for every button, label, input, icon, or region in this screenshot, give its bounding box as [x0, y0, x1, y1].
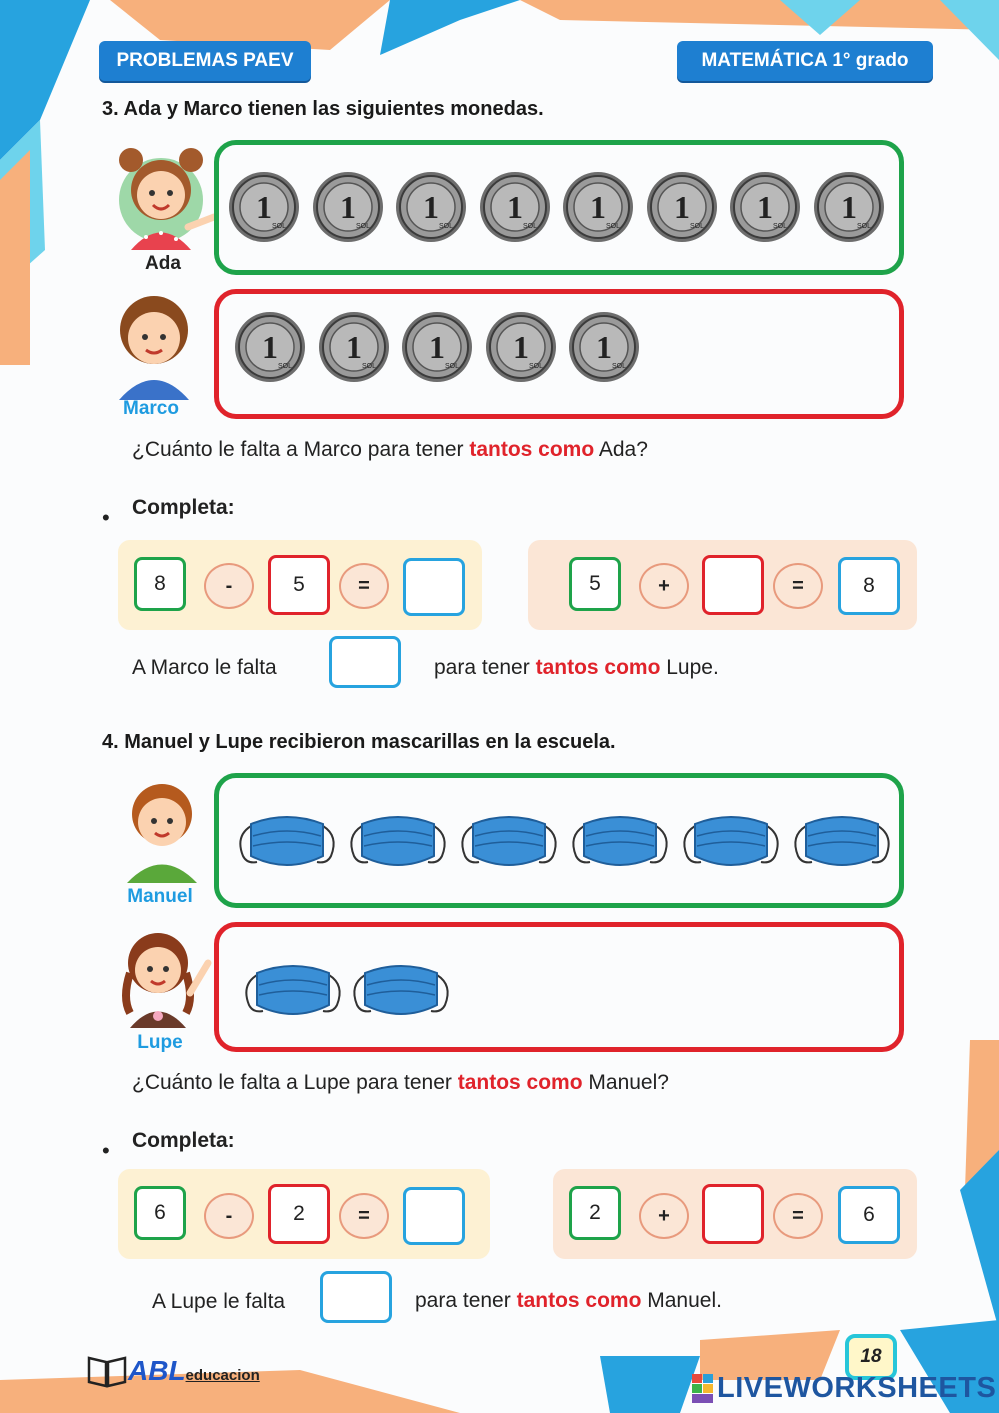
ada-name: Ada	[145, 253, 181, 274]
problem3-title: 3. Ada y Marco tienen las siguientes monedas.	[102, 98, 544, 120]
problem4-question-emphasis: tantos como	[457, 1071, 583, 1094]
problem4-answer-pre: A Lupe le falta	[152, 1290, 286, 1313]
problem3-complete-label: Completa:	[132, 496, 235, 519]
problem4-eq2-result: 6	[838, 1186, 900, 1244]
sol-coin-icon	[400, 310, 474, 384]
problem4-answer-input[interactable]	[320, 1271, 392, 1323]
svg-text:SOL: SOL	[361, 363, 376, 370]
plus-sign: +	[639, 563, 689, 609]
equals-sign: =	[339, 1193, 389, 1239]
face-mask-icon	[347, 955, 455, 1025]
svg-text:1: 1	[596, 329, 612, 365]
marco-avatar	[104, 290, 204, 400]
svg-text:1: 1	[339, 189, 356, 225]
problem3-question-emphasis: tantos como	[469, 438, 595, 461]
svg-text:1: 1	[757, 189, 773, 225]
svg-text:1: 1	[506, 189, 523, 225]
svg-text:SOL: SOL	[772, 223, 788, 230]
lupe-avatar	[108, 923, 213, 1028]
svg-text:1: 1	[262, 329, 278, 365]
svg-text:SOL: SOL	[438, 223, 454, 230]
face-mask-icon	[788, 806, 896, 876]
problem4-eq2-missing-input[interactable]	[702, 1184, 764, 1244]
problem4-eq1-subtrahend: 2	[268, 1184, 330, 1244]
problem4-answer-post: Manuel.	[641, 1289, 722, 1312]
svg-text:1: 1	[512, 329, 529, 365]
problem3-answer-emphasis: tantos como	[535, 656, 661, 679]
liveworksheets-icon	[692, 1374, 714, 1404]
svg-text:SOL: SOL	[528, 363, 543, 370]
problem3-answer-post: Lupe.	[660, 656, 719, 679]
problem3-question-pre: ¿Cuánto le falta a Marco para tener	[132, 438, 470, 461]
sol-coin-icon	[227, 170, 301, 244]
manuel-name: Manuel	[127, 886, 193, 907]
sol-coin-icon	[478, 170, 552, 244]
problem4-question-pre: ¿Cuánto le falta a Lupe para tener	[132, 1071, 458, 1094]
problem3-eq1-minuend: 8	[134, 557, 186, 611]
minus-sign: -	[204, 1193, 254, 1239]
problem3-eq2-addend: 5	[569, 557, 621, 611]
bullet-dot: •	[102, 505, 110, 530]
problem4-eq1-result-input[interactable]	[403, 1187, 465, 1245]
problem4-eq1-minuend: 6	[134, 1186, 186, 1240]
lupe-name: Lupe	[137, 1032, 183, 1053]
svg-text:SOL: SOL	[605, 223, 621, 230]
book-icon	[86, 1352, 128, 1388]
manuel-masks-frame	[214, 773, 904, 908]
svg-text:1: 1	[423, 189, 439, 225]
face-mask-icon	[677, 806, 785, 876]
problem4-question	[132, 1071, 669, 1095]
sol-coin-icon	[233, 310, 307, 384]
ada-coins-frame	[214, 140, 904, 275]
problem3-eq1-result-input[interactable]	[403, 558, 465, 616]
marco-coins-frame	[214, 289, 904, 419]
sol-coin-icon	[484, 310, 558, 384]
sol-coin-icon	[567, 310, 641, 384]
svg-text:SOL: SOL	[611, 363, 627, 370]
sol-coin-icon	[645, 170, 719, 244]
svg-text:1: 1	[673, 189, 690, 225]
header-left-badge: PROBLEMAS PAEV	[99, 41, 311, 81]
problem3-question-post: Ada?	[594, 438, 648, 461]
abl-logo-abl: ABL	[128, 1355, 186, 1386]
problem3-eq2-result: 8	[838, 557, 900, 615]
problem3-eq1-subtrahend: 5	[268, 555, 330, 615]
problem4-answer-rest	[415, 1289, 722, 1313]
svg-text:SOL: SOL	[444, 363, 460, 370]
ada-avatar	[106, 145, 216, 260]
sol-coin-icon	[728, 170, 802, 244]
svg-text:SOL: SOL	[689, 223, 704, 230]
face-mask-icon	[239, 955, 347, 1025]
svg-text:SOL: SOL	[271, 223, 287, 230]
svg-text:SOL: SOL	[277, 363, 293, 370]
face-mask-icon	[233, 806, 341, 876]
abl-logo	[128, 1355, 260, 1387]
liveworksheets-watermark	[692, 1372, 996, 1405]
equals-sign: =	[339, 563, 389, 609]
marco-name: Marco	[123, 398, 179, 419]
sol-coin-icon	[317, 310, 391, 384]
equals-sign: =	[773, 1193, 823, 1239]
page-number: 18	[860, 1346, 882, 1367]
svg-text:SOL: SOL	[355, 223, 370, 230]
sol-coin-icon	[311, 170, 385, 244]
liveworksheets-text: LIVEWORKSHEETS	[717, 1372, 997, 1404]
problem3-answer-mid: para tener	[434, 656, 536, 679]
problem3-question	[132, 438, 648, 462]
svg-text:SOL: SOL	[856, 223, 871, 230]
face-mask-icon	[344, 806, 452, 876]
bullet-dot: •	[102, 1138, 110, 1163]
problem3-answer-rest	[434, 656, 719, 680]
header-right-badge: MATEMÁTICA 1° grado	[677, 41, 933, 81]
problem4-answer-mid: para tener	[415, 1289, 517, 1312]
lupe-masks-frame	[214, 922, 904, 1052]
sol-coin-icon	[561, 170, 635, 244]
svg-text:1: 1	[256, 189, 272, 225]
plus-sign: +	[639, 1193, 689, 1239]
svg-text:SOL: SOL	[522, 223, 537, 230]
sol-coin-icon	[812, 170, 886, 244]
manuel-avatar	[117, 778, 207, 883]
svg-text:1: 1	[590, 189, 606, 225]
problem4-answer-emphasis: tantos como	[516, 1289, 642, 1312]
problem3-answer-input[interactable]	[329, 636, 401, 688]
face-mask-icon	[455, 806, 563, 876]
problem4-complete-label: Completa:	[132, 1129, 235, 1152]
abl-logo-educacion: educacion	[185, 1367, 260, 1384]
equals-sign: =	[773, 563, 823, 609]
minus-sign: -	[204, 563, 254, 609]
problem4-question-post: Manuel?	[582, 1071, 669, 1094]
problem3-answer-pre: A Marco le falta	[132, 656, 277, 679]
problem4-eq2-addend: 2	[569, 1186, 621, 1240]
problem4-title: 4. Manuel y Lupe recibieron mascarillas en la escuela.	[102, 731, 616, 753]
problem3-eq2-missing-input[interactable]	[702, 555, 764, 615]
svg-text:1: 1	[345, 329, 362, 365]
svg-text:1: 1	[840, 189, 857, 225]
sol-coin-icon	[394, 170, 468, 244]
svg-text:1: 1	[429, 329, 445, 365]
face-mask-icon	[566, 806, 674, 876]
